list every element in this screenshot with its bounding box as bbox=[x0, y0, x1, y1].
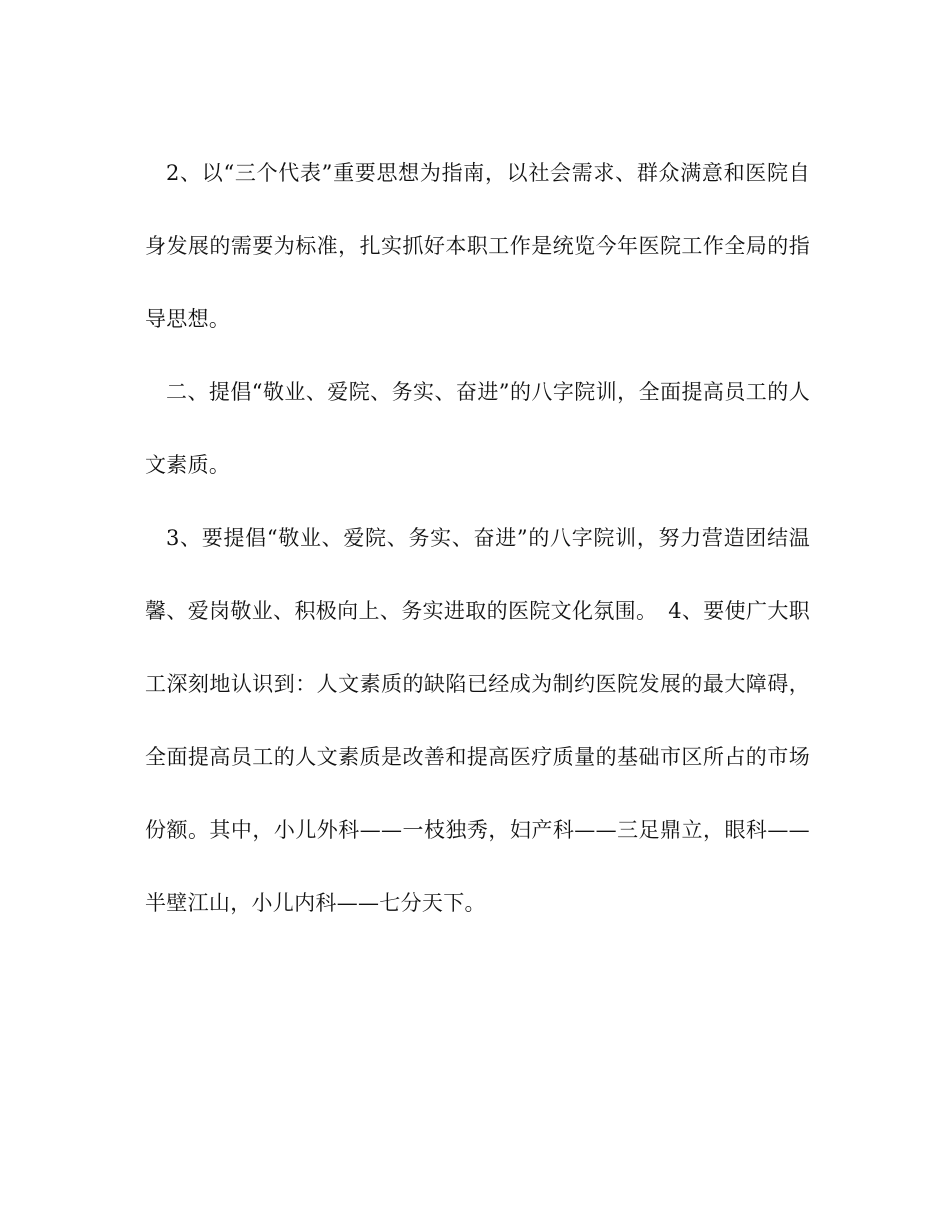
paragraph-text: 2、以“三个代表”重要思想为指南，以社会需求、群众满意和医院自身发展的需要为标准，扎实抓好本职工作是统览今年医院工作全局的指导思想。 bbox=[145, 161, 810, 331]
paragraph-guiding-ideology bbox=[145, 137, 810, 356]
document-body bbox=[145, 137, 810, 940]
paragraph-text: 3、要提倡“敬业、爱院、务实、奋进”的八字院训，努力营造团结温馨、爱岗敬业、积极向上、务实进取的医院文化氛围。 4、要使广大职工深刻地认识到：人文素质的缺陷已经成为制约医院发展的最大障碍，全面提高员工的人文素质是改善和提高医疗质量的基础市区所占的市场份额。其中，小儿外科——一枝独秀，妇产科——三足鼎立，眼科——半壁江山，小儿内科——七分天下。 bbox=[145, 526, 810, 915]
paragraph-text: 二、提倡“敬业、爱院、务实、奋进”的八字院训，全面提高员工的人文素质。 bbox=[145, 380, 810, 477]
paragraph-hospital-motto bbox=[145, 356, 810, 502]
paragraph-hospital-culture bbox=[145, 502, 810, 940]
